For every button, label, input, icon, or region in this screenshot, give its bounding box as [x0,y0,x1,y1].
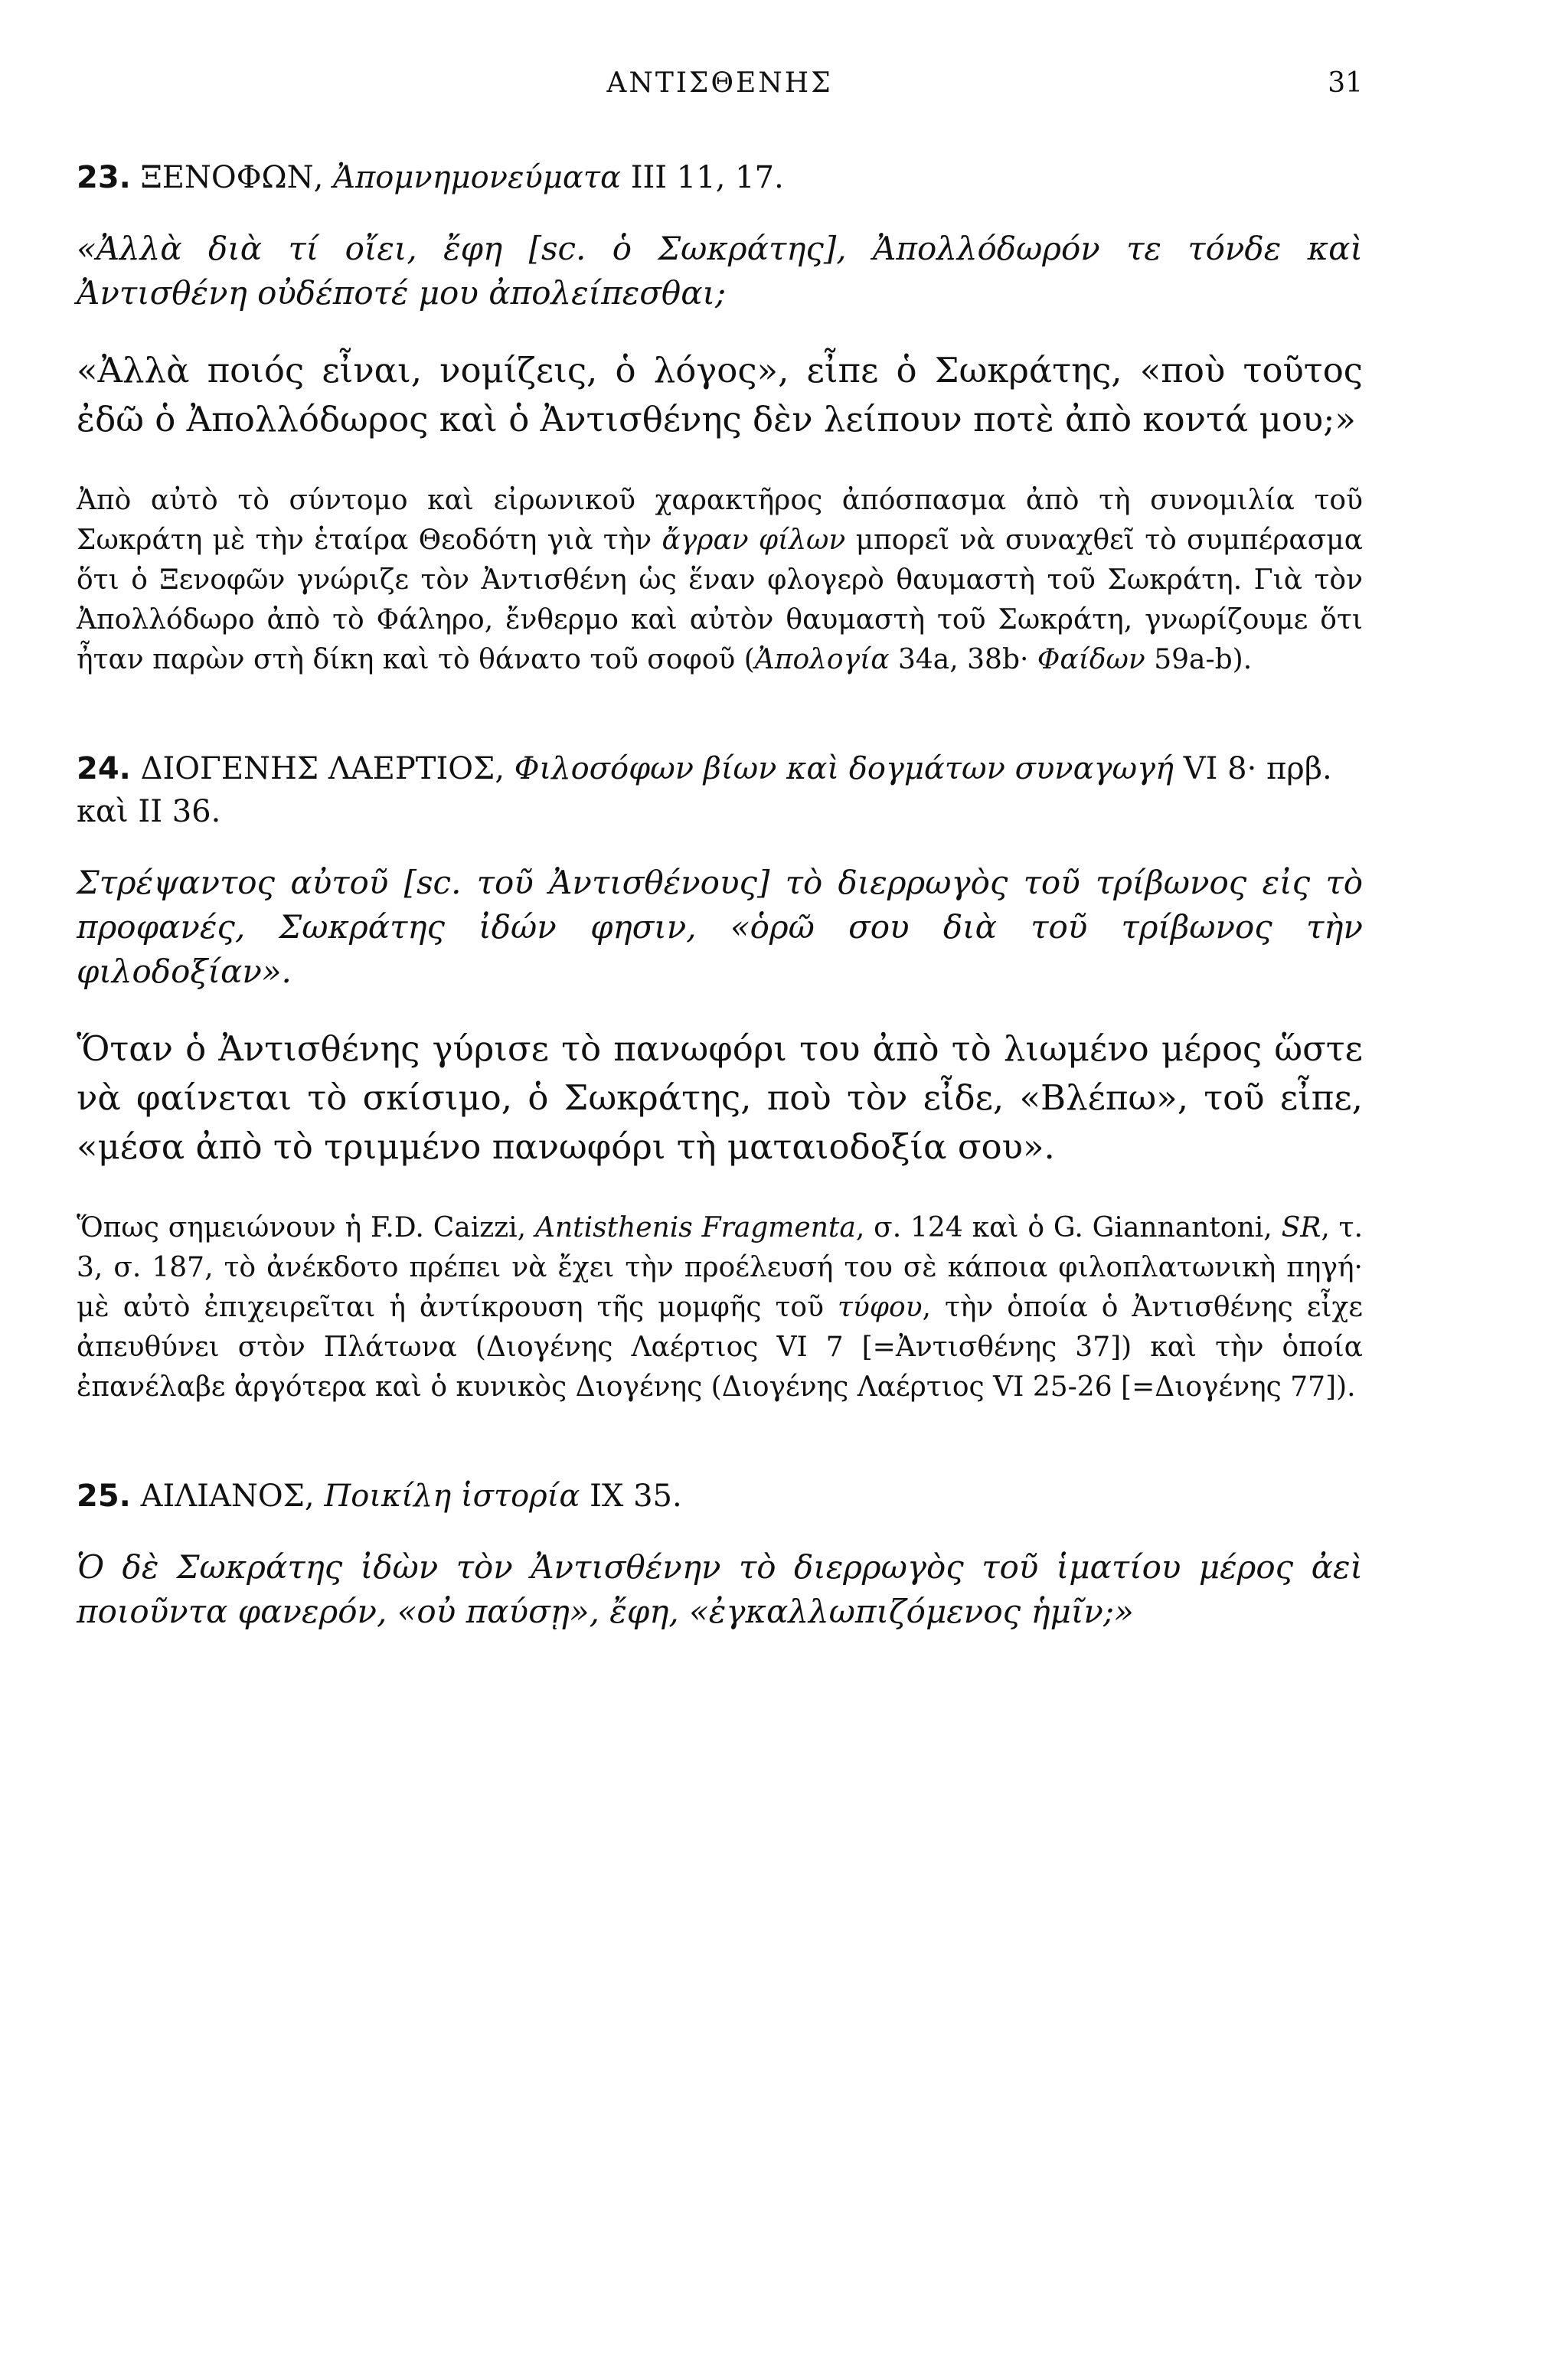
section-23 [77,156,1363,680]
commentary-text: μπορεῖ νὰ συναχθεῖ τὸ συμπέρασμα ὅτι ὁ Ξενοφῶν γνώριζε τὸν Ἀντισθένη ὡς ἕναν φλογερὸ θαυμαστὴ τοῦ Σωκράτη. Γιὰ τὸν Ἀπολλόδωρο ἀπὸ τὸ Φάληρο, ἔνθερμο καὶ αὐτὸν θαυμαστὴ τοῦ Σωκράτη, γνωρίζουμε ὅτι ἦταν παρὼν στὴ δίκη καὶ τὸ θάνατο τοῦ σοφοῦ ( [77,525,1363,675]
commentary-text: 59a-b). [1145,644,1253,675]
work-title: Φιλοσόφων βίων καὶ δογμάτων συναγωγή [514,751,1174,786]
section-heading [77,747,1363,833]
page-number: 31 [1328,67,1363,99]
translation: «Ἀλλὰ ποιός εἶναι, νομίζεις, ὁ λόγος», εἶπε ὁ Σωκράτης, «ποὺ τοῦτος ἐδῶ ὁ Ἀπολλόδωρος καὶ ὁ Ἀντισθένης δὲν λείπουν ποτὲ ἀπὸ κοντά μου;» [77,350,1363,440]
commentary-text: , τ. 3, σ. 187, τὸ ἀνέκδοτο πρέπει νὰ ἔχει τὴν προέλευσή του σὲ κάποια φιλοπλατωνικὴ πηγή· μὲ αὐτὸ ἐπιχειρεῖται ἡ ἀντίκρουση τῆς μομφῆς τοῦ [77,1212,1364,1323]
running-title: ΑΝΤΙΣΘΕΝΗΣ [606,67,833,99]
commentary-text: 34a, 38b· [889,644,1037,675]
section-number: 25. [77,1479,131,1514]
author-name: ΔΙΟΓΕΝΗΣ ΛΑΕΡΤΙΟΣ, [140,751,505,786]
author-name: ΑΙΛΙΑΝΟΣ, [140,1479,315,1514]
work-reference: IX 35. [590,1479,682,1514]
work-title: Ποικίλη ἱστορία [324,1479,580,1514]
commentary-italic: SR [1281,1212,1321,1243]
commentary-text: Ἀπὸ αὐτὸ τὸ σύντομο καὶ εἰρωνικοῦ χαρακτῆρος ἀπόσπασμα ἀπὸ τὴ συνομιλία τοῦ Σωκράτη μὲ τὴν ἑταίρα Θεοδότη γιὰ τὴν [77,485,1363,556]
running-head [77,67,1363,104]
section-24 [77,747,1363,1407]
commentary-text: Ὅπως σημειώνουν ἡ F.D. Caizzi, [77,1212,535,1243]
section-heading [77,1475,1363,1518]
work-reference: VI 8· πρβ. καὶ II 36. [77,751,1332,829]
commentary-italic: Φαίδων [1037,644,1145,675]
commentary-text: , σ. 124 καὶ ὁ G. Giannantoni, [855,1212,1282,1243]
section-gap [77,717,1363,747]
commentary-text: , τὴν ὁποία ὁ Ἀντισθένης εἶχε ἀπευθύνει στὸν Πλάτωνα (Διογένης Λαέρτιος VI 7 [=Ἀντισθένης 37]) καὶ τὴν ὁποία ἐπανέλαβε ἀργότερα καὶ ὁ κυνικὸς Διογένης (Διογένης Λαέρτιος VI 25-26 [=Διογένης 77]). [77,1292,1363,1403]
source-text: «Ἀλλὰ διὰ τί οἴει, ἔφη [sc. ὁ Σωκράτης], Ἀπολλόδωρόν τε τόνδε καὶ Ἀντισθένη οὐδέποτέ μου ἀπολείπεσθαι; [77,230,1363,312]
book-page [77,67,1363,1665]
commentary-italic: ἄγραν φίλων [662,525,846,556]
translation: Ὅταν ὁ Ἀντισθένης γύρισε τὸ πανωφόρι του ἀπὸ τὸ λιωμένο μέρος ὥστε νὰ φαίνεται τὸ σκίσιμο, ὁ Σωκράτης, ποὺ τὸν εἶδε, «Βλέπω», τοῦ εἶπε, «μέσα ἀπὸ τὸ τριμμένο πανωφόρι τὴ ματαιοδοξία σου». [77,1028,1363,1167]
source-text: Στρέψαντος αὐτοῦ [sc. τοῦ Ἀντισθένους] τὸ διερρωγὸς τοῦ τρίβωνος εἰς τὸ προφανές, Σωκράτης ἰδών φησιν, «ὁρῶ σου διὰ τοῦ τρίβωνος τὴν φιλοδοξίαν». [77,864,1363,990]
work-title: Ἀπομνημονεύματα [333,160,621,195]
author-name: ΞΕΝΟΦΩΝ, [140,160,324,195]
commentary-italic: Antisthenis Fragmenta [534,1212,856,1243]
commentary-italic: Ἀπολογία [754,644,890,675]
section-number: 23. [77,160,131,195]
section-number: 24. [77,751,131,786]
section-gap [77,1444,1363,1475]
section-25 [77,1475,1363,1634]
commentary [77,481,1363,680]
source-text: Ὁ δὲ Σωκράτης ἰδὼν τὸν Ἀντισθένην τὸ διερρωγὸς τοῦ ἱματίου μέρος ἀεὶ ποιοῦντα φανερόν, «οὐ παύσῃ», ἔφη, «ἐγκαλλωπιζόμενος ἡμῖν;» [77,1548,1363,1630]
work-reference: III 11, 17. [630,160,784,195]
commentary [77,1208,1363,1407]
section-heading [77,156,1363,199]
commentary-italic: τύφου [837,1292,923,1323]
